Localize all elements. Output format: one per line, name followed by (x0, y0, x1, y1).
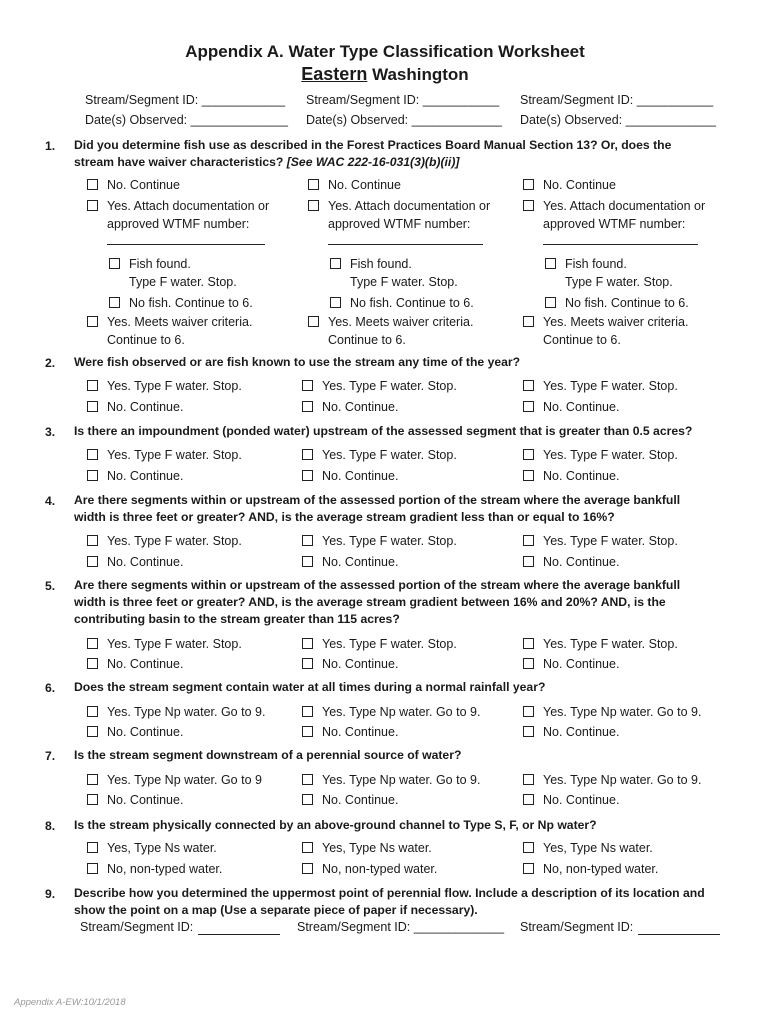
q3-col3-yes-label: Yes. Type F water. Stop. (543, 448, 678, 462)
q1-col1-no-checkbox[interactable] (87, 179, 98, 190)
q2-col3-no-checkbox[interactable] (523, 401, 534, 412)
q5-col1-yes-checkbox[interactable] (87, 638, 98, 649)
q5-col3-no-label: No. Continue. (543, 657, 620, 671)
q7-col3-yes-checkbox[interactable] (523, 774, 534, 785)
q1-col1-fish-label1: Fish found. (129, 257, 191, 271)
q1-col1-yes-label1: Yes. Attach documentation or (107, 199, 270, 213)
q7-col2-yes-checkbox[interactable] (302, 774, 313, 785)
q1-col2-wtmf-line[interactable] (328, 244, 483, 245)
col1-segment-id[interactable]: Stream/Segment ID: ____________ (85, 93, 286, 107)
q5-text-line1: Are there segments within or upstream of the assessed portion of the stream where the average bankfull (74, 578, 681, 592)
q5-col2-yes-checkbox[interactable] (302, 638, 313, 649)
q6-col3-yes-label: Yes. Type Np water. Go to 9. (543, 705, 702, 719)
q1-col2-fish-checkbox[interactable] (330, 258, 341, 269)
q5-col2-yes-label: Yes. Type F water. Stop. (322, 637, 457, 651)
q2-number: 2. (45, 356, 56, 370)
q8-col1-yes-checkbox[interactable] (87, 842, 98, 853)
q6-number: 6. (45, 681, 56, 695)
q1-col1-waiver-label1: Yes. Meets waiver criteria. (107, 315, 253, 329)
q2-col1-yes-checkbox[interactable] (87, 380, 98, 391)
q1-col2-nofish-checkbox[interactable] (330, 297, 341, 308)
q9-col1-segment-label: Stream/Segment ID: (80, 920, 194, 934)
q1-col2-waiver-label1: Yes. Meets waiver criteria. (328, 315, 474, 329)
q7-col1-no-label: No. Continue. (107, 793, 184, 807)
q7-col2-no-checkbox[interactable] (302, 794, 313, 805)
q7-col2-no-label: No. Continue. (322, 793, 399, 807)
q1-col3-fish-checkbox[interactable] (545, 258, 556, 269)
q7-col3-no-checkbox[interactable] (523, 794, 534, 805)
q8-col2-yes-checkbox[interactable] (302, 842, 313, 853)
page-subtitle (0, 64, 770, 85)
q6-col1-yes-checkbox[interactable] (87, 706, 98, 717)
q1-col2-fish-label2: Type F water. Stop. (350, 275, 458, 289)
q8-col1-yes-label: Yes, Type Ns water. (107, 841, 217, 855)
q1-col2-yes-label1: Yes. Attach documentation or (328, 199, 491, 213)
q1-col2-yes-checkbox[interactable] (308, 200, 319, 211)
q4-col3-no-checkbox[interactable] (523, 556, 534, 567)
q1-col2-nofish-label: No fish. Continue to 6. (350, 296, 474, 310)
q1-col1-fish-label2: Type F water. Stop. (129, 275, 237, 289)
q4-col3-yes-checkbox[interactable] (523, 535, 534, 546)
q6-col2-yes-checkbox[interactable] (302, 706, 313, 717)
q4-text-line2: width is three feet or greater? AND, is the average stream gradient less than or equal to 16%? (74, 510, 615, 524)
q8-number: 8. (45, 819, 56, 833)
q3-col2-no-checkbox[interactable] (302, 470, 313, 481)
q1-col1-wtmf-line[interactable] (107, 244, 265, 245)
q5-col2-no-label: No. Continue. (322, 657, 399, 671)
q4-col1-no-label: No. Continue. (107, 555, 184, 569)
q2-col3-no-label: No. Continue. (543, 400, 620, 414)
q1-col3-waiver-label2: Continue to 6. (543, 333, 621, 347)
q1-col2-waiver-checkbox[interactable] (308, 316, 319, 327)
q8-text: Is the stream physically connected by an above-ground channel to Type S, F, or Np water? (74, 818, 597, 832)
q1-col1-nofish-label: No fish. Continue to 6. (129, 296, 253, 310)
q1-col2-no-checkbox[interactable] (308, 179, 319, 190)
q6-col3-no-label: No. Continue. (543, 725, 620, 739)
q2-col2-yes-checkbox[interactable] (302, 380, 313, 391)
q4-col1-yes-label: Yes. Type F water. Stop. (107, 534, 242, 548)
q2-col1-no-label: No. Continue. (107, 400, 184, 414)
q6-col2-no-label: No. Continue. (322, 725, 399, 739)
q5-text-line3: contributing basin to the stream greater than 115 acres? (74, 612, 400, 626)
q4-col1-no-checkbox[interactable] (87, 556, 98, 567)
col2-segment-id[interactable]: Stream/Segment ID: ___________ (306, 93, 500, 107)
q8-col2-no-label: No, non-typed water. (322, 862, 438, 876)
q7-col3-yes-label: Yes. Type Np water. Go to 9. (543, 773, 702, 787)
q2-col3-yes-label: Yes. Type F water. Stop. (543, 379, 678, 393)
q1-number: 1. (45, 139, 56, 153)
q7-col1-no-checkbox[interactable] (87, 794, 98, 805)
q3-number: 3. (45, 425, 56, 439)
q3-col1-yes-label: Yes. Type F water. Stop. (107, 448, 242, 462)
q9-text-line2: show the point on a map (Use a separate piece of paper if necessary). (74, 903, 478, 917)
q6-col1-no-label: No. Continue. (107, 725, 184, 739)
q3-col1-yes-checkbox[interactable] (87, 449, 98, 460)
q9-col2-segment[interactable]: Stream/Segment ID: _____________ (297, 920, 505, 934)
q1-col3-yes-label2: approved WTMF number: (543, 217, 686, 231)
q6-col1-no-checkbox[interactable] (87, 726, 98, 737)
q3-col2-yes-label: Yes. Type F water. Stop. (322, 448, 457, 462)
col3-segment-id[interactable]: Stream/Segment ID: ___________ (520, 93, 714, 107)
q3-col3-no-label: No. Continue. (543, 469, 620, 483)
q1-col3-yes-label1: Yes. Attach documentation or (543, 199, 706, 213)
q7-text: Is the stream segment downstream of a perennial source of water? (74, 748, 462, 762)
q1-col1-waiver-checkbox[interactable] (87, 316, 98, 327)
q6-text: Does the stream segment contain water at all times during a normal rainfall year? (74, 680, 546, 694)
q1-text-line2a: stream have waiver characteristics? (74, 155, 284, 169)
q8-col3-no-checkbox[interactable] (523, 863, 534, 874)
q8-col2-yes-label: Yes, Type Ns water. (322, 841, 432, 855)
q6-col3-no-checkbox[interactable] (523, 726, 534, 737)
q8-col1-no-label: No, non-typed water. (107, 862, 223, 876)
q1-col3-fish-label2: Type F water. Stop. (565, 275, 673, 289)
q4-col2-no-label: No. Continue. (322, 555, 399, 569)
title-eastern: Eastern (301, 64, 368, 84)
q2-col3-yes-checkbox[interactable] (523, 380, 534, 391)
q7-number: 7. (45, 749, 56, 763)
q6-col3-yes-checkbox[interactable] (523, 706, 534, 717)
q8-col3-no-label: No, non-typed water. (543, 862, 659, 876)
q9-col3-segment-line[interactable] (638, 934, 720, 935)
q1-col1-fish-checkbox[interactable] (109, 258, 120, 269)
q9-number: 9. (45, 887, 56, 901)
q3-text: Is there an impoundment (ponded water) upstream of the assessed segment that is greater than 0.5 acres? (74, 424, 693, 438)
q4-col2-no-checkbox[interactable] (302, 556, 313, 567)
q1-col2-fish-label1: Fish found. (350, 257, 412, 271)
q2-col2-no-checkbox[interactable] (302, 401, 313, 412)
q6-col2-yes-label: Yes. Type Np water. Go to 9. (322, 705, 481, 719)
q1-col1-yes-checkbox[interactable] (87, 200, 98, 211)
q9-text-line1: Describe how you determined the uppermost point of perennial flow. Include a description of its location and (74, 886, 705, 900)
q7-col1-yes-checkbox[interactable] (87, 774, 98, 785)
q1-col3-no-label: No. Continue (543, 178, 616, 192)
q8-col1-no-checkbox[interactable] (87, 863, 98, 874)
q1-col3-yes-checkbox[interactable] (523, 200, 534, 211)
q5-col3-yes-checkbox[interactable] (523, 638, 534, 649)
q4-col1-yes-checkbox[interactable] (87, 535, 98, 546)
q1-col3-no-checkbox[interactable] (523, 179, 534, 190)
q5-col3-no-checkbox[interactable] (523, 658, 534, 669)
q3-col2-yes-checkbox[interactable] (302, 449, 313, 460)
q9-col1-segment-line[interactable] (198, 934, 280, 935)
q1-col1-yes-label2: approved WTMF number: (107, 217, 250, 231)
q6-col1-yes-label: Yes. Type Np water. Go to 9. (107, 705, 266, 719)
q8-col3-yes-label: Yes, Type Ns water. (543, 841, 653, 855)
q2-col2-yes-label: Yes. Type F water. Stop. (322, 379, 457, 393)
q9-col3-segment-label: Stream/Segment ID: (520, 920, 634, 934)
q8-col3-yes-checkbox[interactable] (523, 842, 534, 853)
q2-text: Were fish observed or are fish known to use the stream any time of the year? (74, 355, 521, 369)
q1-col3-nofish-checkbox[interactable] (545, 297, 556, 308)
title-washington: Washington (372, 65, 469, 84)
q3-col3-no-checkbox[interactable] (523, 470, 534, 481)
q4-col3-yes-label: Yes. Type F water. Stop. (543, 534, 678, 548)
q1-text-line1: Did you determine fish use as described in the Forest Practices Board Manual Section 13? Or, does the (74, 138, 672, 152)
footer-revision: Appendix A-EW:10/1/2018 (14, 997, 126, 1008)
q4-col2-yes-label: Yes. Type F water. Stop. (322, 534, 457, 548)
q5-col1-no-label: No. Continue. (107, 657, 184, 671)
q3-col1-no-checkbox[interactable] (87, 470, 98, 481)
q5-col1-yes-label: Yes. Type F water. Stop. (107, 637, 242, 651)
q1-col3-waiver-label1: Yes. Meets waiver criteria. (543, 315, 689, 329)
q1-col1-nofish-checkbox[interactable] (109, 297, 120, 308)
page-title: Appendix A. Water Type Classification Worksheet (185, 42, 585, 61)
q8-col2-no-checkbox[interactable] (302, 863, 313, 874)
q1-wac-reference: [See WAC 222-16-031(3)(b)(ii)] (286, 155, 460, 169)
q6-col2-no-checkbox[interactable] (302, 726, 313, 737)
col2-dates-observed[interactable]: Date(s) Observed: _____________ (306, 113, 502, 127)
col1-dates-observed[interactable]: Date(s) Observed: ______________ (85, 113, 288, 127)
q1-text-line2 (74, 154, 459, 171)
q4-number: 4. (45, 494, 56, 508)
q4-text-line1: Are there segments within or upstream of the assessed portion of the stream where the average bankfull (74, 493, 681, 507)
q3-col3-yes-checkbox[interactable] (523, 449, 534, 460)
col3-dates-observed[interactable]: Date(s) Observed: _____________ (520, 113, 716, 127)
q4-col3-no-label: No. Continue. (543, 555, 620, 569)
q7-col3-no-label: No. Continue. (543, 793, 620, 807)
q5-col3-yes-label: Yes. Type F water. Stop. (543, 637, 678, 651)
q2-col2-no-label: No. Continue. (322, 400, 399, 414)
q1-col2-no-label: No. Continue (328, 178, 401, 192)
q1-col2-waiver-label2: Continue to 6. (328, 333, 406, 347)
q2-col1-yes-label: Yes. Type F water. Stop. (107, 379, 242, 393)
q1-col2-yes-label2: approved WTMF number: (328, 217, 471, 231)
q7-col2-yes-label: Yes. Type Np water. Go to 9. (322, 773, 481, 787)
q5-col1-no-checkbox[interactable] (87, 658, 98, 669)
q7-col1-yes-label: Yes. Type Np water. Go to 9 (107, 773, 262, 787)
q1-col3-nofish-label: No fish. Continue to 6. (565, 296, 689, 310)
q5-number: 5. (45, 579, 56, 593)
q5-text-line2: width is three feet or greater? AND, is the average stream gradient between 16% and 20%? AND, is the (74, 595, 666, 609)
q1-col3-wtmf-line[interactable] (543, 244, 698, 245)
q1-col1-waiver-label2: Continue to 6. (107, 333, 185, 347)
q2-col1-no-checkbox[interactable] (87, 401, 98, 412)
q3-col2-no-label: No. Continue. (322, 469, 399, 483)
q1-col1-no-label: No. Continue (107, 178, 180, 192)
q1-col3-waiver-checkbox[interactable] (523, 316, 534, 327)
q1-col3-fish-label1: Fish found. (565, 257, 627, 271)
q3-col1-no-label: No. Continue. (107, 469, 184, 483)
q5-col2-no-checkbox[interactable] (302, 658, 313, 669)
q4-col2-yes-checkbox[interactable] (302, 535, 313, 546)
